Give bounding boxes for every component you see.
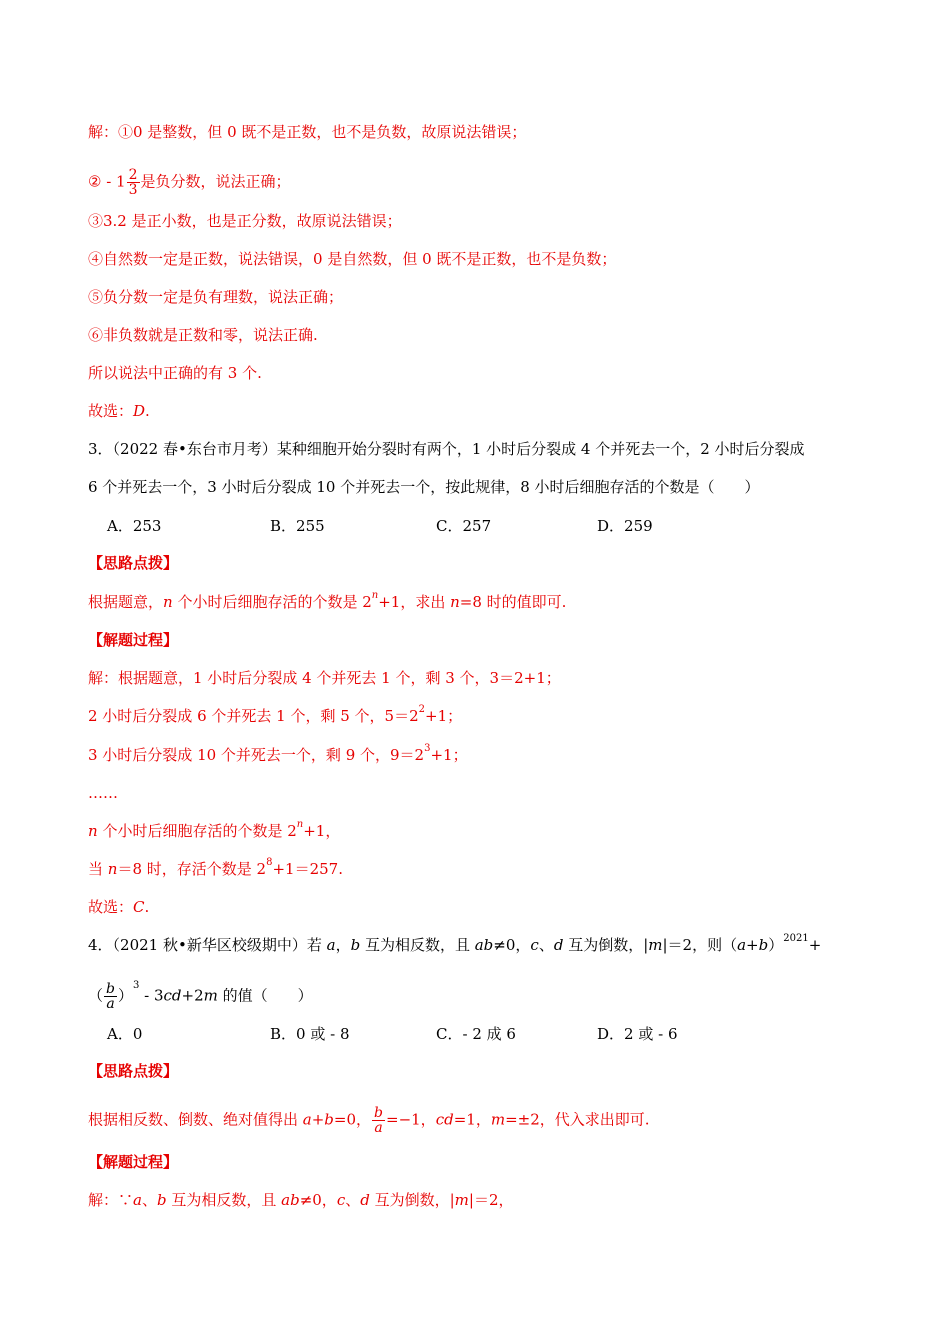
var-a: a — [133, 1191, 142, 1209]
var-b: b — [156, 1191, 167, 1209]
var-m: m — [490, 1110, 506, 1129]
stem-text: 、 — [538, 936, 554, 954]
q3-ellipsis: …… — [88, 784, 118, 802]
var-b: b — [350, 936, 361, 954]
q4-hint-title: 【思路点拨】 — [88, 1062, 179, 1080]
fraction-denominator: a — [374, 1120, 383, 1136]
answer-prefix: 故选： — [88, 898, 134, 916]
var-d: d — [360, 1191, 370, 1209]
step-text: +1＝257. — [272, 860, 343, 878]
answer-prefix: 故选： — [88, 402, 134, 420]
answer-period: . — [144, 898, 150, 916]
q4-process-title: 【解题过程】 — [88, 1153, 179, 1171]
var-m: m — [203, 986, 218, 1005]
q3-hint-title: 【思路点拨】 — [88, 554, 179, 572]
fraction-b-over-a — [104, 982, 117, 1011]
step-text: ＝8 时，存活个数是 2 — [117, 860, 267, 878]
q3-process-title: 【解题过程】 — [88, 631, 179, 649]
hint-text: =0， — [333, 1110, 372, 1129]
var-n: n — [163, 593, 173, 611]
stem-text: 4．（2021 秋•新华区校级期中）若 — [88, 936, 327, 954]
hint-text: =−1， — [386, 1110, 436, 1129]
expr-a-plus-b: a+b — [737, 936, 769, 954]
solution-line-4: ④自然数一定是正数，说法错误，0 是自然数，但 0 既不是正数，也不是负数； — [88, 250, 617, 268]
var-n: n — [107, 860, 118, 878]
answer-line — [88, 401, 150, 421]
var-a: a — [326, 936, 336, 954]
stem-text: ） — [768, 936, 784, 954]
var-cd: cd — [435, 1110, 454, 1129]
var-cd: cd — [163, 986, 182, 1005]
q3-answer-line — [88, 897, 149, 917]
q4-step-1 — [88, 1190, 514, 1210]
q4-option-d: D．2 或 - 6 — [597, 1025, 678, 1043]
fraction-denominator: 3 — [128, 182, 138, 198]
answer-period: . — [145, 402, 150, 420]
solution-line-3: ③3.2 是正小数，也是正分数，故原说法错误； — [88, 212, 402, 230]
var-m: m — [454, 1191, 469, 1209]
item-text: 是负分数，说法正确； — [140, 172, 291, 191]
q3-step-2 — [88, 706, 462, 726]
stem-text: |＝2，则（ — [662, 936, 738, 954]
item-label: ② - 1 — [88, 172, 126, 191]
hint-text: 根据相反数、倒数、绝对值得出 — [88, 1110, 303, 1129]
q4-stem-line-1 — [88, 935, 821, 955]
stem-text: +2 — [181, 986, 204, 1005]
var-m: m — [648, 936, 663, 954]
q3-step-final — [88, 859, 343, 879]
q4-stem-line-2 — [88, 982, 313, 1011]
step-text: |＝2， — [468, 1191, 514, 1209]
q3-step-n — [88, 821, 340, 841]
exponent: 8 — [266, 857, 273, 868]
step-text: 解：∵ — [88, 1191, 134, 1209]
var-n: n — [88, 822, 98, 840]
step-text: 、 — [141, 1191, 157, 1209]
stem-text: （ — [88, 986, 104, 1005]
fraction-b-over-a — [372, 1106, 385, 1135]
hint-text: =1， — [453, 1110, 491, 1129]
var-n: n — [450, 593, 460, 611]
solution-line-1: 解：①0 是整数，但 0 既不是正数，也不是负数，故原说法错误； — [88, 123, 527, 141]
stem-text: ≠0， — [493, 936, 531, 954]
exponent: n — [296, 819, 304, 830]
step-text: +1； — [430, 746, 468, 764]
fraction — [127, 168, 140, 197]
var-c: c — [336, 1191, 346, 1209]
fraction-denominator: a — [106, 996, 115, 1012]
q3-step-1: 解：根据题意，1 小时后分裂成 4 个并死去 1 个，剩 3 个，3＝2+1； — [88, 669, 561, 687]
step-text: 互为倒数，| — [369, 1191, 455, 1209]
exponent: n — [371, 590, 379, 601]
fraction-numerator: b — [374, 1105, 383, 1121]
q3-stem-line-2: 6 个并死去一个，3 小时后分裂成 10 个并死去一个，按此规律，8 小时后细胞存活的个数是（ ） — [88, 478, 760, 496]
q4-hint — [88, 1106, 650, 1135]
step-text: 、 — [345, 1191, 361, 1209]
q3-option-d: D．259 — [597, 517, 653, 535]
step-text: ≠0， — [299, 1191, 337, 1209]
step-text: +1； — [425, 707, 463, 725]
q3-option-a: A．253 — [107, 517, 162, 535]
solution-line-5: ⑤负分数一定是负有理数，说法正确； — [88, 288, 344, 306]
q3-option-c: C．257 — [436, 517, 492, 535]
stem-text: ， — [335, 936, 351, 954]
step-text: 3 小时后分裂成 10 个并死去一个，剩 9 个，9＝2 — [88, 746, 425, 764]
expr-a-plus-b: a+b — [302, 1110, 334, 1129]
answer-choice: C — [133, 898, 145, 916]
step-text: 当 — [88, 860, 108, 878]
step-text: +1， — [303, 822, 341, 840]
solution-conclusion: 所以说法中正确的有 3 个. — [88, 364, 262, 382]
step-text: 互为相反数，且 — [166, 1191, 282, 1209]
hint-text: 根据题意， — [88, 593, 164, 611]
stem-text: 互为倒数，| — [563, 936, 649, 954]
stem-text: ） — [117, 986, 133, 1005]
stem-text: + — [808, 936, 822, 954]
stem-text: 的值（ ） — [217, 986, 313, 1005]
fraction-numerator: b — [106, 981, 115, 997]
exponent: 3 — [133, 980, 140, 991]
q4-option-c: C．- 2 成 6 — [436, 1025, 516, 1043]
q4-option-a: A．0 — [107, 1025, 143, 1043]
exponent: 2021 — [783, 933, 809, 944]
var-c: c — [530, 936, 539, 954]
step-text: 个小时后细胞存活的个数是 2 — [97, 822, 297, 840]
hint-text: =8 时的值即可. — [459, 593, 567, 611]
exponent: 3 — [424, 743, 431, 754]
q3-step-3 — [88, 745, 468, 765]
stem-text: 互为相反数，且 — [360, 936, 475, 954]
stem-text: - 3 — [139, 986, 164, 1005]
answer-choice: D — [133, 402, 146, 420]
solution-line-2 — [88, 168, 291, 197]
solution-line-6: ⑥非负数就是正数和零，说法正确. — [88, 326, 318, 344]
q4-option-b: B．0 或 - 8 — [270, 1025, 350, 1043]
hint-text: 个小时后细胞存活的个数是 2 — [172, 593, 372, 611]
q3-stem-line-1: 3．（2022 春•东台市月考）某种细胞开始分裂时有两个，1 小时后分裂成 4 个并死去一个，2 小时后分裂成 — [88, 440, 805, 458]
fraction-numerator: 2 — [128, 167, 138, 183]
exponent: 2 — [418, 704, 426, 715]
var-d: d — [553, 936, 564, 954]
hint-text: +1，求出 — [378, 593, 451, 611]
var-ab: ab — [474, 936, 494, 954]
q3-hint — [88, 592, 566, 612]
step-text: 2 小时后分裂成 6 个并死去 1 个，剩 5 个，5＝2 — [88, 707, 419, 725]
hint-text: =±2，代入求出即可. — [505, 1110, 650, 1129]
var-ab: ab — [281, 1191, 300, 1209]
q3-option-b: B．255 — [270, 517, 325, 535]
